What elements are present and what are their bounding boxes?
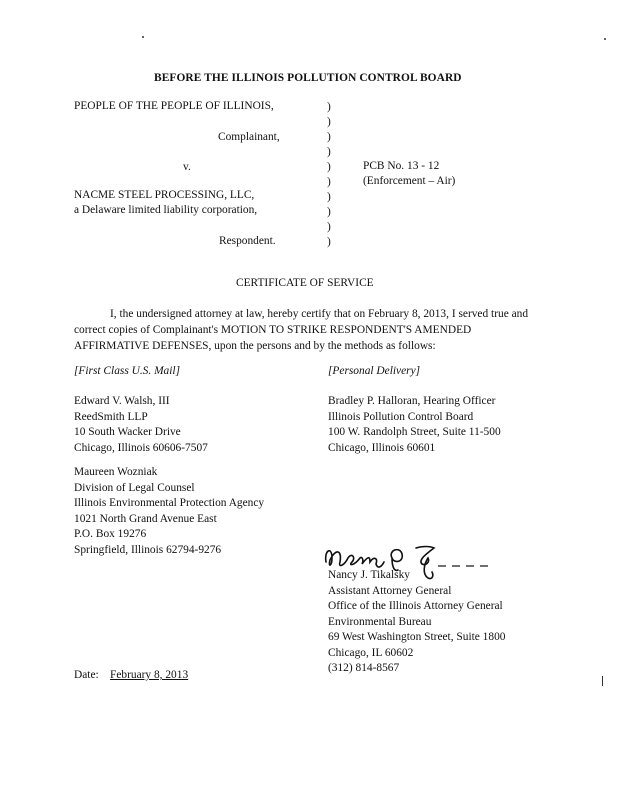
scan-speck: [142, 36, 144, 38]
address-line: P.O. Box 19276: [74, 528, 147, 540]
caption-paren: ): [327, 191, 331, 203]
address-line: Edward V. Walsh, III: [74, 395, 170, 407]
address-line: Illinois Pollution Control Board: [328, 410, 474, 423]
signer-phone: (312) 814-8567: [328, 662, 400, 674]
address-line: Chicago, Illinois 60606-7507: [74, 441, 208, 454]
signer-title: Assistant Attorney General: [328, 584, 452, 597]
case-number: PCB No. 13 - 12: [363, 160, 440, 172]
address-line: 1021 North Grand Avenue East: [74, 512, 217, 525]
scan-speck: [604, 38, 606, 40]
board-title: BEFORE THE ILLINOIS POLLUTION CONTROL BOARD: [154, 72, 462, 84]
versus: v.: [183, 161, 191, 173]
address-line: 10 South Wacker Drive: [74, 426, 181, 438]
scan-speck: [602, 676, 603, 686]
date-label: Date:: [74, 669, 99, 681]
respondent-name: NACME STEEL PROCESSING, LLC,: [74, 189, 255, 201]
caption-paren: ): [327, 206, 331, 218]
complainant-name: PEOPLE OF THE PEOPLE OF ILLINOIS,: [74, 100, 274, 112]
respondent-description: a Delaware limited liability corporation,: [74, 204, 258, 216]
first-class-mail-header: [First Class U.S. Mail]: [74, 365, 181, 377]
recipient-halloran: [328, 394, 501, 456]
recipient-wozniak: [74, 465, 264, 558]
signer-bureau: Environmental Bureau: [328, 615, 432, 628]
signer-city: Chicago, IL 60602: [328, 646, 414, 659]
personal-delivery-header: [Personal Delivery]: [328, 365, 421, 377]
recipient-walsh: [74, 394, 208, 456]
caption-paren: ): [327, 221, 331, 233]
signer-office: Office of the Illinois Attorney General: [328, 600, 503, 612]
caption-paren: ): [327, 116, 331, 128]
complainant-role: Complainant,: [218, 131, 280, 143]
address-line: ReedSmith LLP: [74, 410, 148, 423]
address-line: Bradley P. Halloran, Hearing Officer: [328, 395, 496, 407]
date-value: February 8, 2013: [110, 669, 189, 681]
certificate-body-text: I, the undersigned attorney at law, hereby certify that on February 8, 2013, I served true and correct copies of Complainant's MOTION TO STRIKE RESPONDENT'S AMENDED AFFIRMATIVE DEFENSES, upon the persons and by the methods as follows:: [74, 308, 529, 352]
certificate-body: [74, 306, 544, 354]
address-line: Chicago, Illinois 60601: [328, 441, 436, 454]
address-line: Springfield, Illinois 62794-9276: [74, 543, 222, 556]
signer-name: Nancy J. Tikalsky: [328, 569, 410, 581]
address-line: Maureen Wozniak: [74, 466, 158, 478]
caption-paren: ): [327, 236, 331, 248]
address-line: Illinois Environmental Protection Agency: [74, 497, 265, 509]
address-line: Division of Legal Counsel: [74, 481, 195, 494]
certificate-title: CERTIFICATE OF SERVICE: [236, 277, 374, 289]
respondent-role: Respondent.: [219, 235, 276, 247]
case-type: (Enforcement – Air): [363, 175, 456, 187]
signer-block: [328, 568, 505, 677]
address-line: 100 W. Randolph Street, Suite 11-500: [328, 426, 501, 438]
caption-paren: ): [327, 176, 331, 188]
caption-paren: ): [327, 161, 331, 173]
caption-paren: ): [327, 101, 331, 113]
caption-paren: ): [327, 131, 331, 143]
caption-paren: ): [327, 146, 331, 158]
signer-street: 69 West Washington Street, Suite 1800: [328, 631, 506, 643]
